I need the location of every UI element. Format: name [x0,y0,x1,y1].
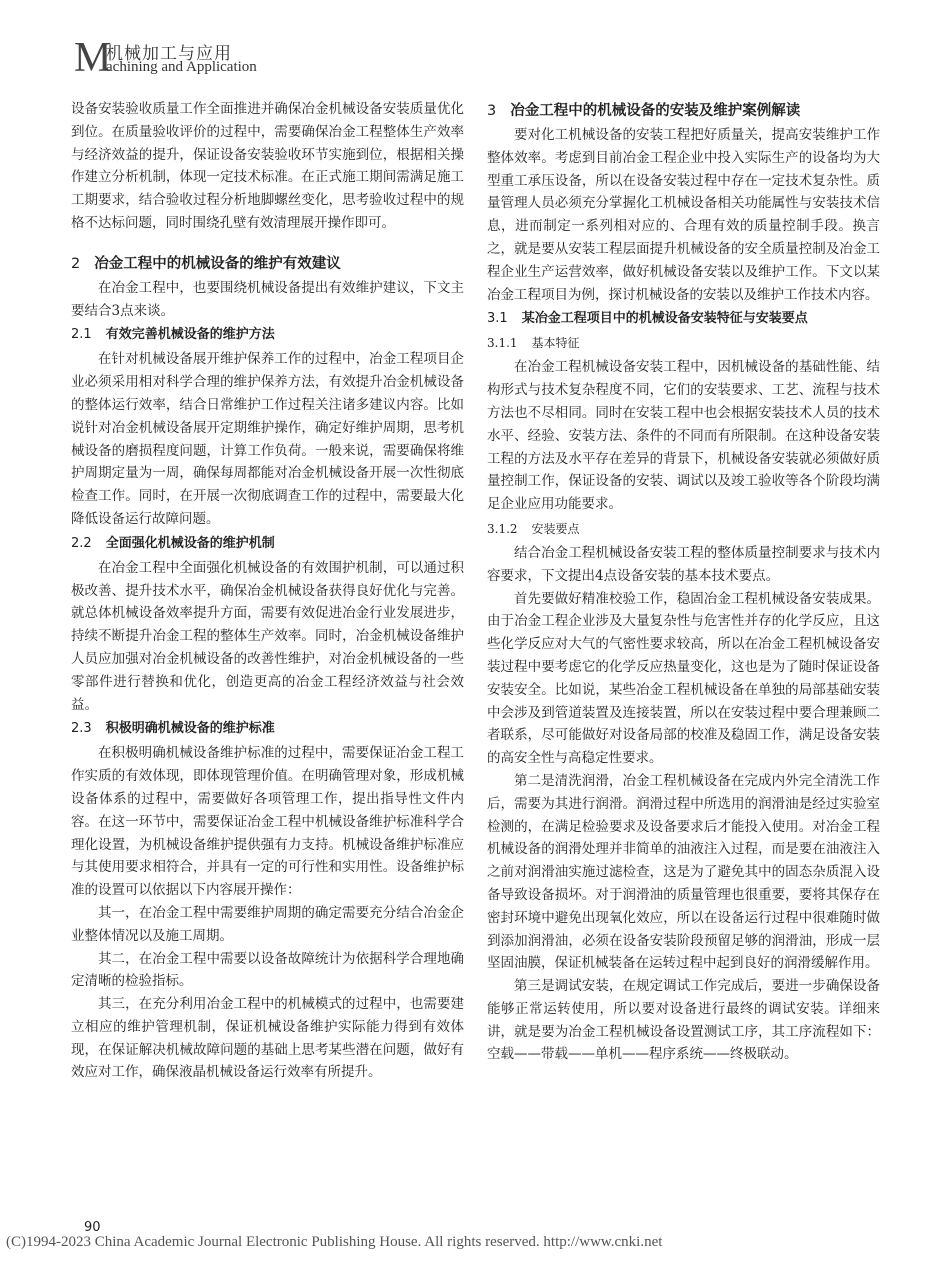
subsection-title: 积极明确机械设备的维护标准 [105,721,275,737]
paragraph: 其二，在冶金工程中需要以设备故障统计为依据科学合理地确定清晰的检验指标。 [71,950,464,990]
subsection-title: 全面强化机械设备的维护机制 [105,535,275,551]
subsubsection-number: 3.1.2 [487,521,518,536]
paragraph: 在冶金工程中，也要围绕机械设备提出有效维护建议，下文主要结合3点来谈。 [71,279,464,319]
paragraph: 第三是调试安装，在规定调试工作完成后，要进一步确保设备能够正常运转使用，所以要对设备进行最终的调试安装。详细来讲，就是要为冶金工程机械设备设置测试工序，其工序流程如下：空载——带载——单机——程序系统——终极联动。 [487,978,880,1063]
subsection-heading-2-1 [71,324,464,346]
section-number: 2 [71,255,81,272]
paragraph: 其三，在充分利用冶金工程中的机械模式的过程中，也需要建立相应的维护管理机制，保证机械设备维护实际能力得到有效体现，在保证解决机械故障问题的基础上思考某些潜在问题，做好有效应对工作，确保液晶机械设备运行效率有所提升。 [71,996,464,1081]
section-heading-2 [71,253,464,275]
subsection-title: 某冶金工程项目中的机械设备安装特征与安装要点 [521,311,808,327]
subsection-number: 2.1 [71,327,92,343]
journal-logo-letter: M [74,35,112,81]
subsection-heading-2-2 [71,533,464,555]
subsubsection-heading-3-1-1 [487,332,880,354]
section-title: 冶金工程中的机械设备的维护有效建议 [94,255,341,272]
subsection-number: 3.1 [487,311,508,327]
subsection-number: 2.3 [71,721,92,737]
paragraph: 结合冶金工程机械设备安装工程的整体质量控制要求与技术内容要求，下文提出4点设备安装的基本技术要点。 [487,544,880,584]
paragraph: 在冶金工程中全面强化机械设备的有效围护机制，可以通过积极改善、提升技术水平，确保冶金机械设备获得良好优化与完善。就总体机械设备效率提升方面，需要有效促进冶金行业发展进步，持续不断提升冶金工程的整体生产效率。同时，冶金机械设备维护人员应加强对冶金机械设备的改善性维护，对冶金机械设备的一些零部件进行替换和优化，创造更高的冶金工程经济效益与社会效益。 [71,559,464,713]
subsubsection-title: 安装要点 [531,521,580,536]
paragraph: 在积极明确机械设备维护标准的过程中，需要保证冶金工程工作实质的有效体现，即体现管理价值。在明确管理对象，形成机械设备体系的过程中，需要做好各项管理工作，提出指导性文件内容。在这一环节中，需要保证冶金工程中机械设备维护标准科学合理化设置，为机械设备维护提供强有力支持。机械设备维护标准应与其使用要求相符合，并具有一定的可行性和实用性。设备维护标准的设置可以依据以下内容展开操作： [71,745,464,899]
section-title: 冶金工程中的机械设备的安装及维护案例解读 [510,103,801,119]
copyright-notice: (C)1994-2023 China Academic Journal Electronic Publishing House. All rights reserved. http://www.cnki.net [6,1234,663,1250]
paragraph: 在针对机械设备展开维护保养工作的过程中，冶金工程项目企业必须采用相对科学合理的维护保养方法，有效提升冶金机械设备的整体运行效率，结合日常维护工作过程关注诸多建议内容。比如说针对冶金机械设备展开定期维护操作，确定好维护周期，思考机械设备的磨损程度问题，计算工作负荷。一般来说，需要确保将维护周期定量为一周，确保每周都能对冶金机械设备开展一次性彻底检查工作。同时，在开展一次彻底调查工作的过程中，需要最大化降低设备运行故障问题。 [71,351,464,527]
paragraph: 第二是清洗润滑，冶金工程机械设备在完成内外完全清洗工作后，需要为其进行润滑。润滑过程中所选用的润滑油是经过实验室检测的，在满足检验要求及设备要求后才能投入使用。对冶金工程机械设备的润滑处理并非简单的油液注入过程，而是要在油液注入之前对润滑油实施过滤检查，这是为了避免其中的固态杂质混入设备导致设备损坏。对于润滑油的质量管理也很重要，要将其保存在密封环境中避免出现氧化效应，所以在设备运行过程中很难随时做到添加润滑油，必须在设备安装阶段预留足够的润滑油，形成一层坚固油膜，保证机械装备在运转过程中起到良好的润滑缓解作用。 [487,772,880,972]
journal-title-cn: 机械加工与应用 [106,44,232,64]
subsubsection-number: 3.1.1 [487,336,518,351]
section-heading-3 [487,100,880,122]
paragraph: 其一，在冶金工程中需要维护周期的确定需要充分结合冶金企业整体情况以及施工周期。 [71,904,464,944]
left-column [71,98,464,1084]
subsection-number: 2.2 [71,535,92,551]
paragraph: 首先要做好精准校验工作，稳固冶金工程机械设备安装成果。由于冶金工程企业涉及大量复杂性与危害性并存的化学反应，且这些化学反应对大气的气密性要求较高，所以在冶金工程机械设备安装过程中要考虑它的化学反应热量变化，这也是为了随时保证设备安装安全。比如说，某些冶金工程机械设备在单独的局部基础安装中会涉及到管道装置及连接装置，所以在安装过程中要合理兼顾二者联系，尽可能做好对设备局部的校准及稳固工作，满足设备安装的高安全性与高稳定性要求。 [487,590,880,767]
right-column [487,98,880,1066]
journal-title-en: achining and Application [106,59,257,75]
subsection-heading-2-3 [71,718,464,740]
subsubsection-heading-3-1-2 [487,518,880,540]
subsubsection-title: 基本特征 [531,336,580,351]
section-number: 3 [487,103,497,119]
subsection-heading-3-1 [487,308,880,330]
subsection-title: 有效完善机械设备的维护方法 [105,327,275,343]
paragraph: 在冶金工程机械设备安装工程中，因机械设备的基础性能、结构形式与技术复杂程度不同，它们的安装要求、工艺、流程与技术方法也不尽相同。同时在安装工程中也会根据安装技术人员的技术水平、经验、安装方法、条件的不同而有所限制。在这种设备安装工程的方法及水平存在差异的背景下，机械设备安装就必须做好质量控制工作，保证设备的安装、调试以及竣工验收等各个阶段均满足企业应用功能要求。 [487,359,880,513]
paragraph: 设备安装验收质量工作全面推进并确保冶金机械设备安装质量优化到位。在质量验收评价的过程中，需要确保冶金工程整体生产效率与经济效益的提升，保证设备安装验收环节实施到位，根据相关操作建立分析机制，体现一定技术标准。在正式施工期间需满足施工工期要求，结合验收过程分析地脚螺丝变化，思考验收过程中的规格不达标问题，同时围绕孔壁有效清理展开操作即可。 [71,101,464,231]
page-number: 90 [84,1220,101,1235]
paragraph: 要对化工机械设备的安装工程把好质量关，提高安装维护工作整体效率。考虑到目前冶金工程企业中投入实际生产的设备均为大型重工承压设备，所以在设备安装过程中存在一定技术复杂性。质量管理人员必须充分掌握化工机械设备相关功能属性与安装技术信息，进而制定一系列相对应的、合理有效的质量控制手段。换言之，就是要从安装工程层面提升机械设备的安全质量控制及冶金工程企业生产运营效率，做好机械设备安装以及维护工作。下文以某冶金工程项目为例，探讨机械设备的安装以及维护工作技术内容。 [487,127,880,303]
